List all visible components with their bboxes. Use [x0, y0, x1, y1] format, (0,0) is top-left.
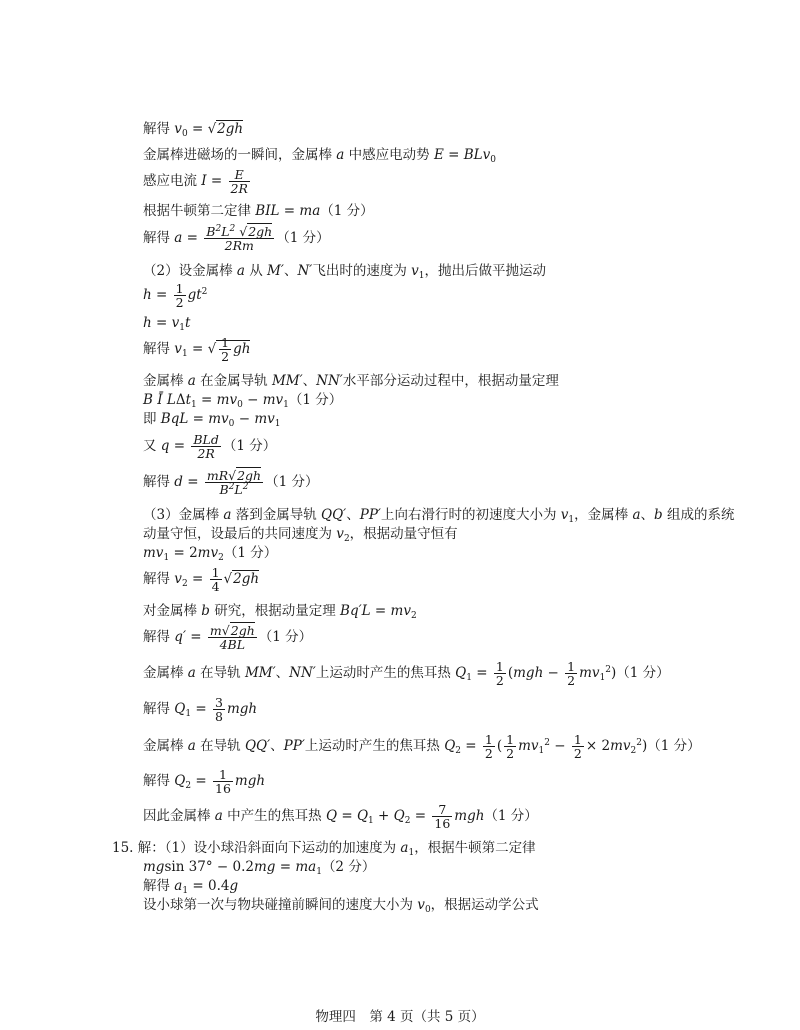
- line-10: 金属棒 a 在金属导轨 MM′、NN′水平部分运动过程中，根据动量定理: [143, 373, 559, 389]
- line-6: （2）设金属棒 a 从 M′、N′飞出时的速度为 $v_1$，抛出后做平抛运动: [143, 263, 546, 281]
- line-24: 解得 $Q_2$ = $\frac{1}{16}$ mgh: [143, 767, 266, 797]
- line-26: 15. 解：（1）设小球沿斜面向下运动的加速度为 $a_1$，根据牛顿第二定律: [112, 840, 536, 858]
- line-22: 解得 $Q_1$ = $\frac{3}{8}$ mgh: [143, 695, 258, 725]
- line-7: h = $\frac{1}{2}$ $gt^2$: [143, 281, 208, 311]
- line-28: 解得 $a_1 = 0.4g$: [143, 878, 239, 896]
- line-21: 金属棒 a 在导轨 MM′、NN′上运动时产生的焦耳热 $Q_1$ = $\frac{1}{2}$ (mgh − $\frac{1}{2}$ $mv_1^2)(1$ 分）: [143, 659, 670, 689]
- page-footer: 物理四 第 4 页（共 5 页）: [315, 1009, 485, 1025]
- line-17: $mv_1 = 2mv_2(1$ 分）: [143, 545, 278, 563]
- line-8: $h = v_1t$: [143, 315, 191, 333]
- line-11: B Ī $L\Delta t_1 = mv_0 - mv_1(1$ 分）: [143, 392, 343, 410]
- line-1: 解得 $v_0 = √2gh$: [143, 121, 244, 139]
- line-16: 动量守恒，设最后的共同速度为 $v_2$，根据动量守恒有: [143, 526, 458, 544]
- line-19: 对金属棒 b 研究，根据动量定理 $Bq'L = mv_2$: [143, 603, 417, 621]
- line-14: 解得 d = $\frac{mR√2gh}{B^2L^2}$ （1 分）: [143, 468, 319, 498]
- line-23: 金属棒 a 在导轨 QQ′、PP′上运动时产生的焦耳热 $Q_2$ = $\frac{1}{2}$ ( $\frac{1}{2}$ $mv_1^2$ − $\frac{1}{2}$ × $2mv_2^2)(1$ 分）: [143, 732, 701, 762]
- line-29: 设小球第一次与物块碰撞前瞬间的速度大小为 $v_0$，根据运动学公式: [143, 897, 539, 915]
- line-4: 根据牛顿第二定律 BIL = ma（1 分）: [143, 203, 374, 219]
- line-27: mgsin $37^\circ - 0.2mg = ma_1(2$ 分）: [143, 859, 376, 877]
- line-5: 解得 a = $\frac{B^2L^2 √2gh}{2Rm}$ （1 分）: [143, 224, 330, 254]
- line-2: 金属棒进磁场的一瞬间，金属棒 a 中感应电动势 E = BLv$_0$: [143, 147, 496, 165]
- line-3: 感应电流 I = $\frac{E}{2R}$: [143, 167, 248, 197]
- line-9: 解得 $v_1$ = √ $\frac{1}{2}$ gh: [143, 335, 251, 365]
- line-15: （3）金属棒 a 落到金属导轨 QQ′、PP′上向右滑行时的初速度大小为 $v_1$，金属棒 a、b 组成的系统: [143, 507, 735, 525]
- line-20: 解得 q′ = $\frac{m√2gh}{4BL}$ （1 分）: [143, 623, 313, 653]
- line-12: 即 BqL = $mv_0 - mv_1$: [143, 411, 281, 429]
- line-13: 又 q = $\frac{\text{BLd}}{2R}$ （1 分）: [143, 432, 277, 462]
- line-25: 因此金属棒 a 中产生的焦耳热 $Q = Q_1 + Q_2$ = $\frac{7}{16}$ mgh（1 分）: [143, 802, 538, 832]
- line-18: 解得 $v_2$ = $\frac{1}{4}$ √2gh: [143, 565, 260, 595]
